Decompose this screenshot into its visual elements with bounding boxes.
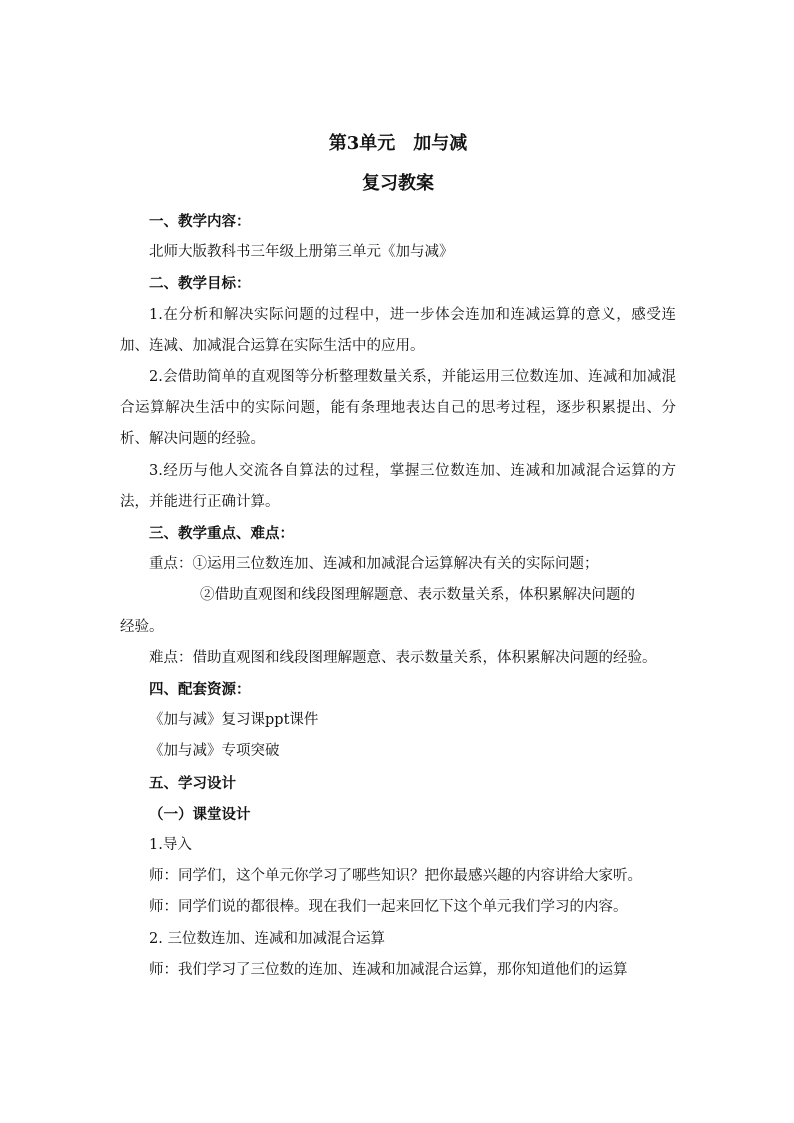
teacher-line-1: 师：同学们，这个单元你学习了哪些知识？把你最感兴趣的内容讲给大家听。 (149, 868, 642, 885)
resource-item-2: 《加与减》专项突破 (149, 743, 280, 760)
teacher-line-3: 师：我们学习了三位数的连加、连减和加减混合运算，那你知道他们的运算 (149, 961, 628, 978)
section-heading-resources: 四、配套资源： (149, 681, 251, 699)
section-heading-key-points: 三、教学重点、难点： (149, 525, 294, 543)
key-point-2-continued: 经验。 (120, 618, 164, 635)
resource-item-1: 《加与减》复习课ppt课件 (149, 712, 319, 729)
subsection-heading-class-design: （一）课堂设计 (149, 805, 251, 823)
goal-paragraph-1: 1.在分析和解决实际问题的过程中，进一步体会连加和连减运算的意义，感受连加、连减、加减混合运算在实际生活中的应用。 (120, 306, 676, 354)
step-intro: 1.导入 (149, 837, 192, 854)
section-heading-goals: 二、教学目标： (149, 275, 251, 293)
goal-paragraph-3: 3.经历与他人交流各自算法的过程，掌握三位数连加、连减和加减混合运算的方法，并能进行正确计算。 (120, 462, 676, 510)
section-heading-content: 一、教学内容： (149, 213, 251, 230)
teacher-line-2: 师：同学们说的都很棒。现在我们一起来回忆下这个单元我们学习的内容。 (149, 899, 628, 916)
content-text: 北师大版教科书三年级上册第三单元《加与减》 (149, 244, 454, 261)
section-heading-design: 五、学习设计 (149, 774, 236, 792)
difficulty-paragraph: 难点：借助直观图和线段图理解题意、表示数量关系，体积累解决问题的经验。 (149, 649, 657, 666)
document-body (120, 128, 676, 986)
goal-paragraph-2: 2.会借助简单的直观图等分析整理数量关系，并能运用三位数连加、连减和加减混合运算解决生活中的实际问题，能有条理地表达自己的思考过程，逐步积累提出、分析、解决问题的经验。 (120, 369, 676, 448)
document-title: 第3单元 加与减 (328, 133, 468, 154)
key-point-1: 重点：①运用三位数连加、连减和加减混合运算解决有关的实际问题； (149, 556, 599, 573)
step-operations: 2. 三位数连加、连减和加减混合运算 (149, 930, 385, 947)
key-point-2: ②借助直观图和线段图理解题意、表示数量关系，体积累解决问题的 (200, 587, 635, 604)
document-subtitle: 复习教案 (362, 173, 434, 194)
